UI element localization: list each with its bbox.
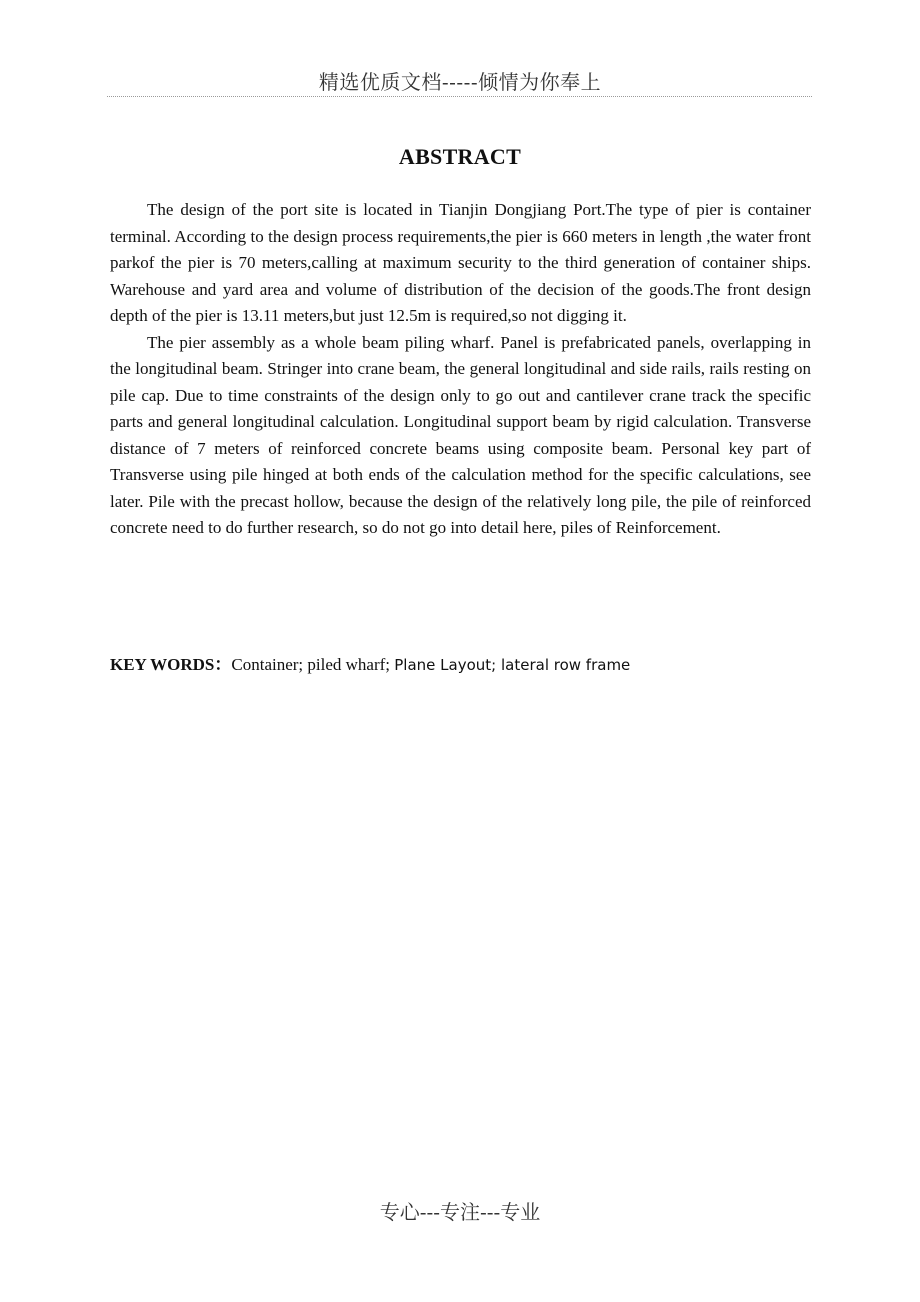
keywords-label: KEY WORDS： <box>110 655 232 674</box>
abstract-body <box>110 197 811 542</box>
keywords-serif-part: Container; piled wharf; <box>231 655 395 674</box>
abstract-paragraph-2: The pier assembly as a whole beam piling wharf. Panel is prefabricated panels, overlapping in the longitudinal beam. Stringer into crane beam, the general longitudinal and side rails, rails resting on pile cap. Due to time constraints of the design only to go out and cantilever crane track the specific parts and general longitudinal calculation. Longitudinal support beam by rigid calculation. Transverse distance of 7 meters of reinforced concrete beams using composite beam. Personal key part of Transverse using pile hinged at both ends of the calculation method for the specific calculations, see later. Pile with the precast hollow, because the design of the relatively long pile, the pile of reinforced concrete need to do further research, so do not go into detail here, piles of Reinforcement. <box>110 332 811 537</box>
abstract-paragraph-1: The design of the port site is located in Tianjin Dongjiang Port.The type of pier is container terminal. According to the design process requirements,the pier is 660 meters in length ,the water front parkof the pier is 70 meters,calling at maximum security to the third generation of container ships. Warehouse and yard area and volume of distribution of the decision of the goods.The front design depth of the pier is 13.11 meters,but just 12.5m is required,so not digging it. <box>110 200 811 325</box>
keywords-line <box>110 652 811 678</box>
page-footer: 专心---专注---专业 <box>379 1200 541 1224</box>
abstract-title: ABSTRACT <box>398 144 522 169</box>
page-header: 精选优质文档-----倾情为你奉上 <box>318 70 602 94</box>
header-divider <box>107 96 812 97</box>
keywords-sans-part: Plane Layout; lateral row frame <box>394 656 631 674</box>
